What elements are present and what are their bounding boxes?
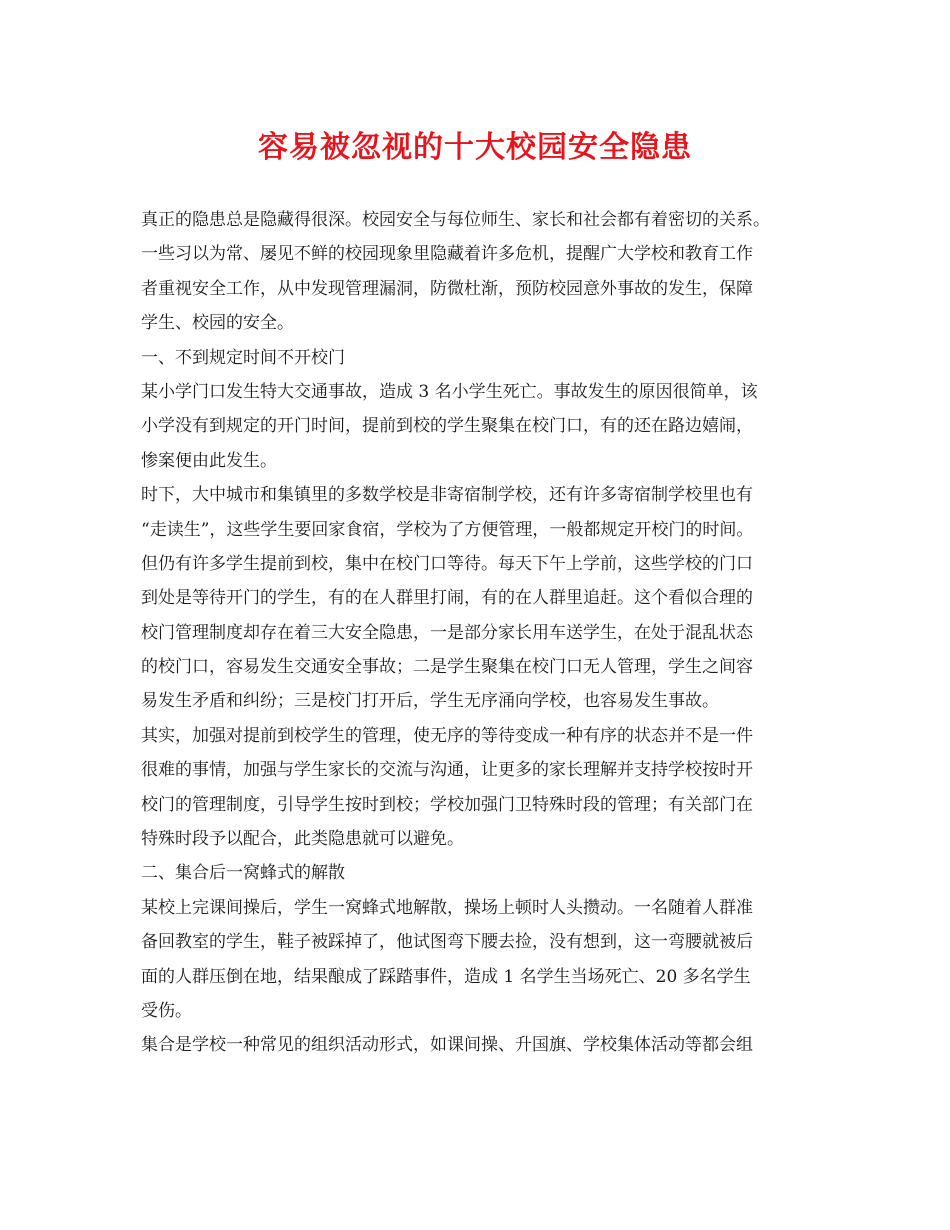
body-line: 惨案便由此发生。: [141, 450, 277, 471]
body-line: 特殊时段予以配合，此类隐患就可以避免。: [141, 829, 464, 850]
body-line: 备回教室的学生，鞋子被踩掉了，他试图弯下腰去捡，没有想到，这一弯腰就被后: [141, 932, 753, 953]
body-line: 时下，大中城市和集镇里的多数学校是非寄宿制学校，还有许多寄宿制学校里也有: [141, 485, 753, 506]
body-line: 到处是等待开门的学生，有的在人群里打闹，有的在人群里追赶。这个看似合理的: [141, 588, 753, 609]
body-line: 受伤。: [141, 1000, 192, 1021]
body-line: 某小学门口发生特大交通事故，造成 3 名小学生死亡。事故发生的原因很简单，该: [141, 381, 758, 402]
body-line: 集合是学校一种常见的组织活动形式，如课间操、升国旗、学校集体活动等都会组: [141, 1035, 753, 1056]
body-line: 者重视安全工作，从中发现管理漏洞，防微杜渐，预防校园意外事故的发生，保障: [141, 278, 753, 299]
body-line: 面的人群压倒在地，结果酿成了踩踏事件，造成 1 名学生当场死亡、20 多名学生: [141, 966, 751, 987]
document-body: [141, 203, 831, 1063]
body-line: 其实，加强对提前到校学生的管理，使无序的等待变成一种有序的状态并不是一件: [141, 725, 753, 746]
body-line: 校门的管理制度，引导学生按时到校；学校加强门卫特殊时段的管理；有关部门在: [141, 794, 753, 815]
body-line: 校门管理制度却存在着三大安全隐患，一是部分家长用车送学生，在处于混乱状态: [141, 622, 753, 643]
body-line: 一些习以为常、屡见不鲜的校园现象里隐藏着许多危机，提醒广大学校和教育工作: [141, 244, 753, 265]
document-title: 容易被忽视的十大校园安全隐患: [258, 130, 692, 165]
body-line: 小学没有到规定的开门时间，提前到校的学生聚集在校门口，有的还在路边嬉闹，: [141, 416, 753, 437]
body-line: 某校上完课间操后，学生一窝蜂式地解散，操场上顿时人头攒动。一名随着人群准: [141, 897, 753, 918]
body-line: 的校门口，容易发生交通安全事故；二是学生聚集在校门口无人管理，学生之间容: [141, 657, 753, 678]
body-line: 很难的事情，加强与学生家长的交流与沟通，让更多的家长理解并支持学校按时开: [141, 760, 753, 781]
body-line: 易发生矛盾和纠纷；三是校门打开后，学生无序涌向学校，也容易发生事故。: [141, 691, 719, 712]
section-heading: 二、集合后一窝蜂式的解散: [141, 863, 345, 884]
section-heading: 一、不到规定时间不开校门: [141, 347, 345, 368]
body-line: “走读生”，这些学生要回家食宿，学校为了方便管理，一般都规定开校门的时间。: [141, 519, 754, 540]
body-line: 真正的隐患总是隐藏得很深。校园安全与每位师生、家长和社会都有着密切的关系。: [141, 210, 770, 230]
body-line: 但仍有许多学生提前到校，集中在校门口等待。每天下午上学前，这些学校的门口: [141, 553, 753, 574]
body-line: 学生、校园的安全。: [141, 313, 294, 334]
